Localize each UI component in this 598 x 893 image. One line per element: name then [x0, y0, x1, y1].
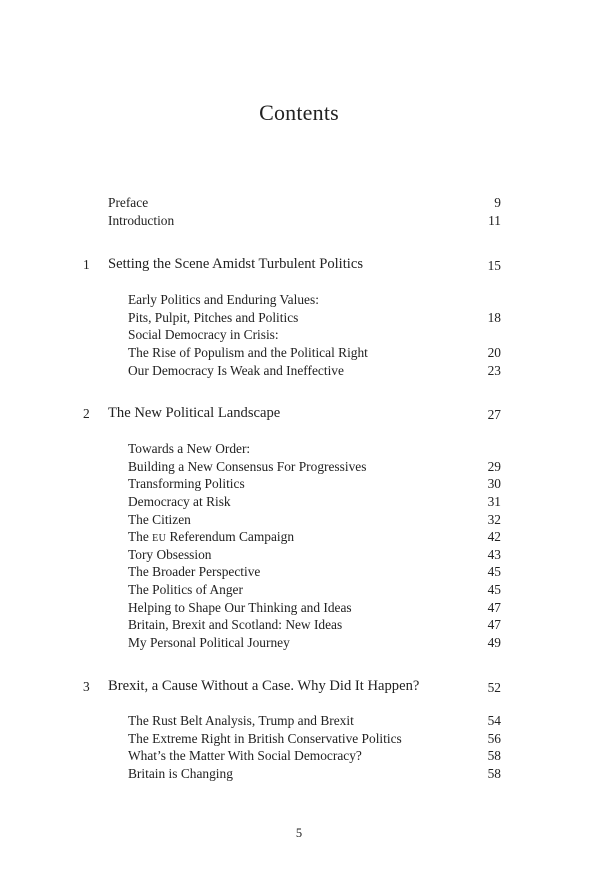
toc-entry: Building a New Consensus For Progressives [128, 459, 367, 474]
toc-page-number: 9 [494, 195, 501, 210]
page-title: Contents [259, 100, 339, 125]
page-number: 5 [295, 826, 303, 840]
toc-entry: Britain is Changing [128, 766, 233, 781]
toc-page-number: 58 [487, 748, 501, 763]
chapter-title: Brexit, a Cause Without a Case. Why Did It Happen? [108, 678, 420, 694]
toc-page-number: 11 [488, 213, 501, 228]
chapter-number: 1 [83, 257, 90, 272]
toc-entry-introduction: Introduction [108, 213, 175, 228]
toc-page-number: 29 [487, 459, 501, 474]
toc-entry: The Extreme Right in British Conservative Politics [128, 731, 402, 746]
toc-entry: My Personal Political Journey [128, 635, 290, 650]
toc-entry: Early Politics and Enduring Values: [128, 292, 319, 307]
toc-entry: Tory Obsession [128, 547, 212, 562]
chapter-page-number: 15 [487, 258, 501, 273]
toc-page-number: 45 [487, 582, 501, 597]
toc-entry: Democracy at Risk [128, 494, 231, 509]
toc-page-number: 54 [487, 713, 501, 728]
toc-entry: Britain, Brexit and Scotland: New Ideas [128, 617, 343, 632]
toc-entry: The Citizen [128, 512, 191, 527]
toc-entry: Helping to Shape Our Thinking and Ideas [128, 600, 352, 615]
toc-entry: What’s the Matter With Social Democracy? [128, 748, 362, 763]
toc-page-number: 30 [487, 476, 501, 491]
toc-entry: Towards a New Order: [128, 441, 251, 456]
toc-page-number: 23 [487, 363, 501, 378]
chapter-page-number: 27 [487, 407, 501, 422]
toc-page-number: 58 [487, 766, 501, 781]
toc-page-number: 20 [487, 345, 501, 360]
toc-page-number: 43 [487, 547, 501, 562]
toc-entry-preface: Preface [108, 195, 149, 210]
toc-entry-text: The [128, 529, 153, 544]
toc-entry-text: Referendum Campaign [166, 529, 295, 544]
toc-page-number: 47 [487, 617, 501, 632]
toc-entry: The Rise of Populism and the Political Right [128, 345, 368, 360]
toc-entry: Transforming Politics [128, 476, 245, 491]
toc-page-number: 45 [487, 564, 501, 579]
toc-entry: Social Democracy in Crisis: [128, 327, 279, 342]
toc-entry: Our Democracy Is Weak and Ineffective [128, 363, 344, 378]
toc-page-number: 32 [487, 512, 501, 527]
chapter-number: 2 [83, 406, 90, 421]
toc-entry: The Broader Perspective [128, 564, 261, 579]
toc-entry: Pits, Pulpit, Pitches and Politics [128, 310, 299, 325]
toc-page-number: 47 [487, 600, 501, 615]
chapter-title: Setting the Scene Amidst Turbulent Politics [108, 256, 363, 272]
toc-entry: The Rust Belt Analysis, Trump and Brexit [128, 713, 354, 728]
toc-entry-small-caps: EU [152, 533, 167, 544]
toc-page-number: 18 [487, 310, 501, 325]
toc-page-number: 56 [487, 731, 501, 746]
chapter-title: The New Political Landscape [108, 405, 281, 421]
chapter-page-number: 52 [487, 680, 501, 695]
toc-page-number: 31 [487, 494, 501, 509]
toc-page-number: 42 [487, 529, 501, 544]
toc-entry: The Politics of Anger [128, 582, 243, 597]
toc-page-number: 49 [487, 635, 501, 650]
chapter-number: 3 [83, 679, 90, 694]
toc-entry [128, 529, 294, 547]
